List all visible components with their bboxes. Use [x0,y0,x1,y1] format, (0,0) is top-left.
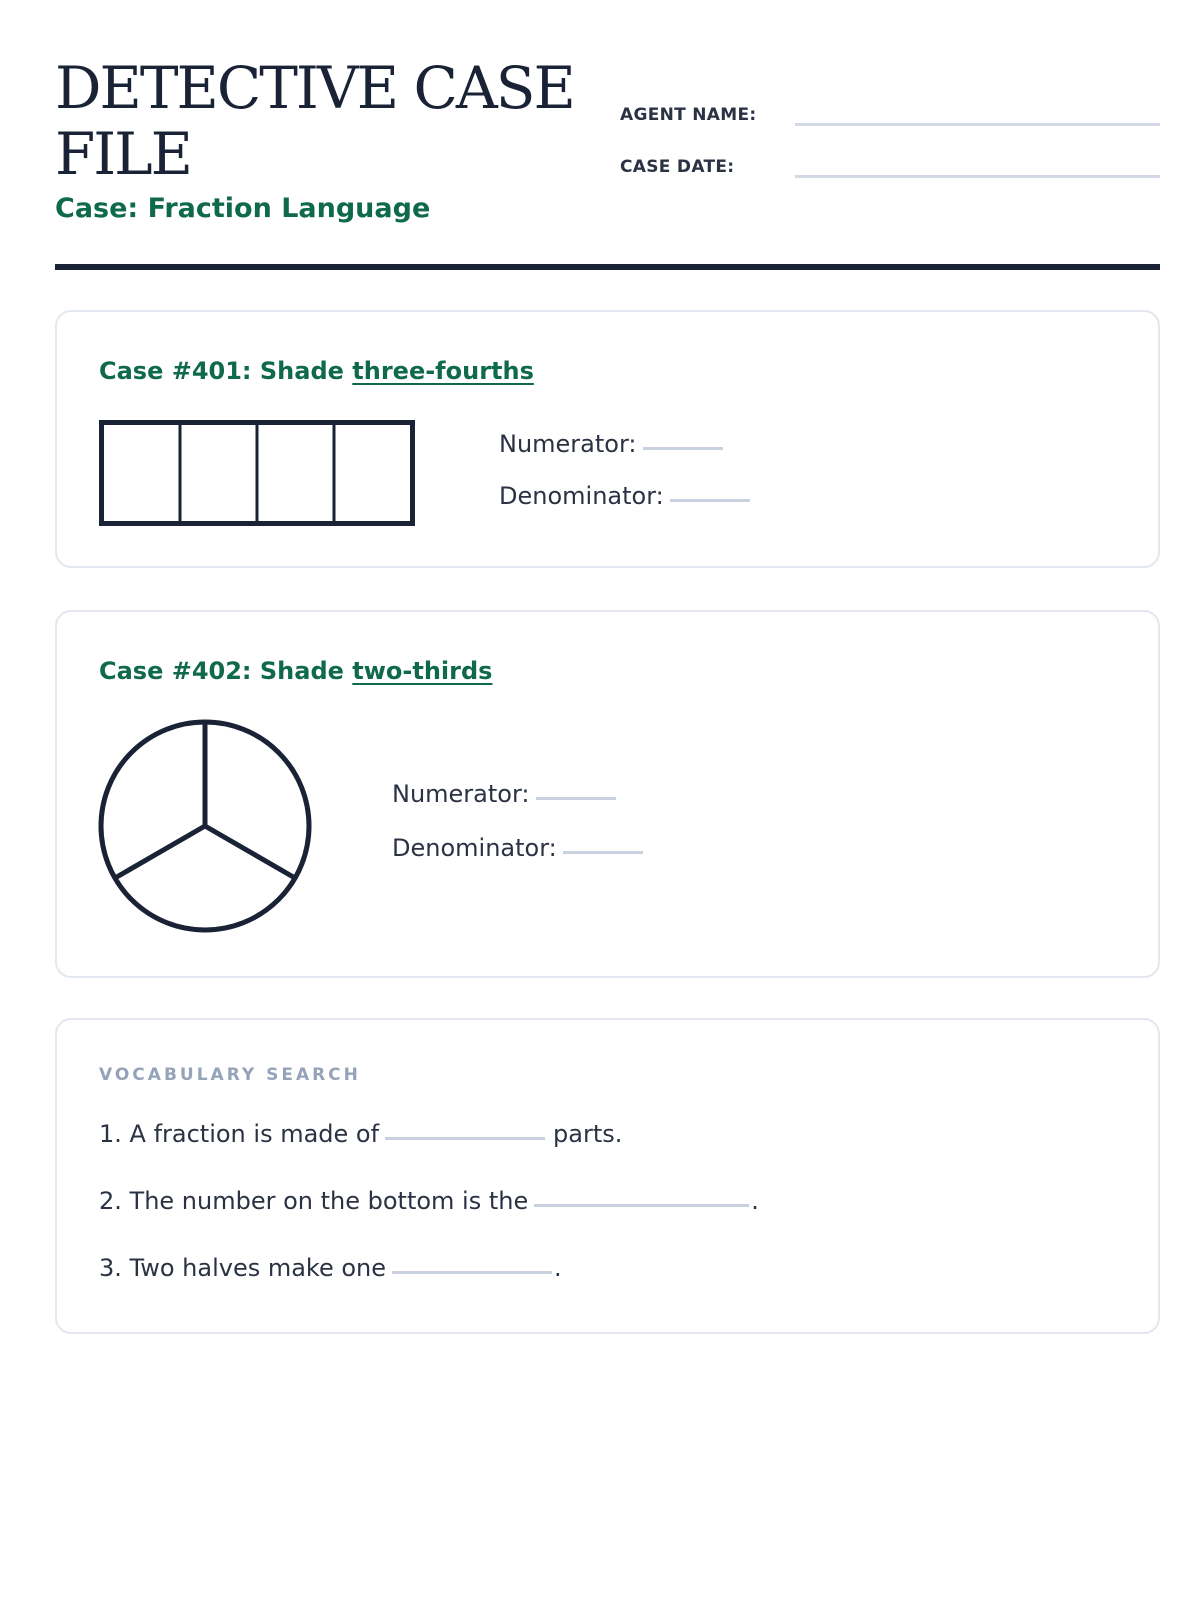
vocab-answer-2[interactable] [534,1204,749,1207]
fraction-circle-thirds[interactable] [97,718,313,934]
vocabulary-heading: VOCABULARY SEARCH [99,1065,361,1085]
case-402-numerator-row [392,780,616,808]
vocab-answer-3[interactable] [392,1271,552,1274]
case-date-field[interactable] [795,175,1160,178]
case-402-title: Case #402: Shade two-thirds [99,657,493,685]
denominator-label: Denominator: [392,834,557,862]
agent-name-row [620,101,1160,131]
vocab-question-2: 2. The number on the bottom is the . [99,1187,759,1215]
case-401-title: Case #401: Shade three-fourths [99,357,534,385]
case-401-target: three-fourths [352,357,534,385]
numerator-blank[interactable] [643,447,723,450]
denominator-blank[interactable] [670,499,750,502]
vocab-question-1: 1. A fraction is made of parts. [99,1120,623,1148]
case-401-card [55,310,1160,568]
denominator-blank[interactable] [563,851,643,854]
case-date-label: CASE DATE: [620,157,735,177]
page-title: DETECTIVE CASE FILE [55,54,574,188]
case-date-row [620,153,1160,183]
numerator-label: Numerator: [392,780,530,808]
vocabulary-card [55,1018,1160,1334]
fraction-bar-fourths[interactable] [99,420,415,526]
numerator-blank[interactable] [536,797,616,800]
vocab-answer-1[interactable] [385,1137,545,1140]
case-402-target: two-thirds [352,657,493,685]
case-subtitle: Case: Fraction Language [55,193,431,224]
case-401-numerator-row [499,430,723,458]
worksheet-header [55,55,1160,270]
vocab-question-3: 3. Two halves make one . [99,1254,562,1282]
case-401-denominator-row [499,482,750,510]
agent-name-label: AGENT NAME: [620,105,757,125]
fraction-circle-divider [205,826,295,878]
numerator-label: Numerator: [499,430,637,458]
case-402-card [55,610,1160,978]
agent-name-field[interactable] [795,123,1160,126]
case-402-denominator-row [392,834,643,862]
header-divider [55,264,1160,270]
fraction-circle-divider [115,826,205,878]
denominator-label: Denominator: [499,482,664,510]
